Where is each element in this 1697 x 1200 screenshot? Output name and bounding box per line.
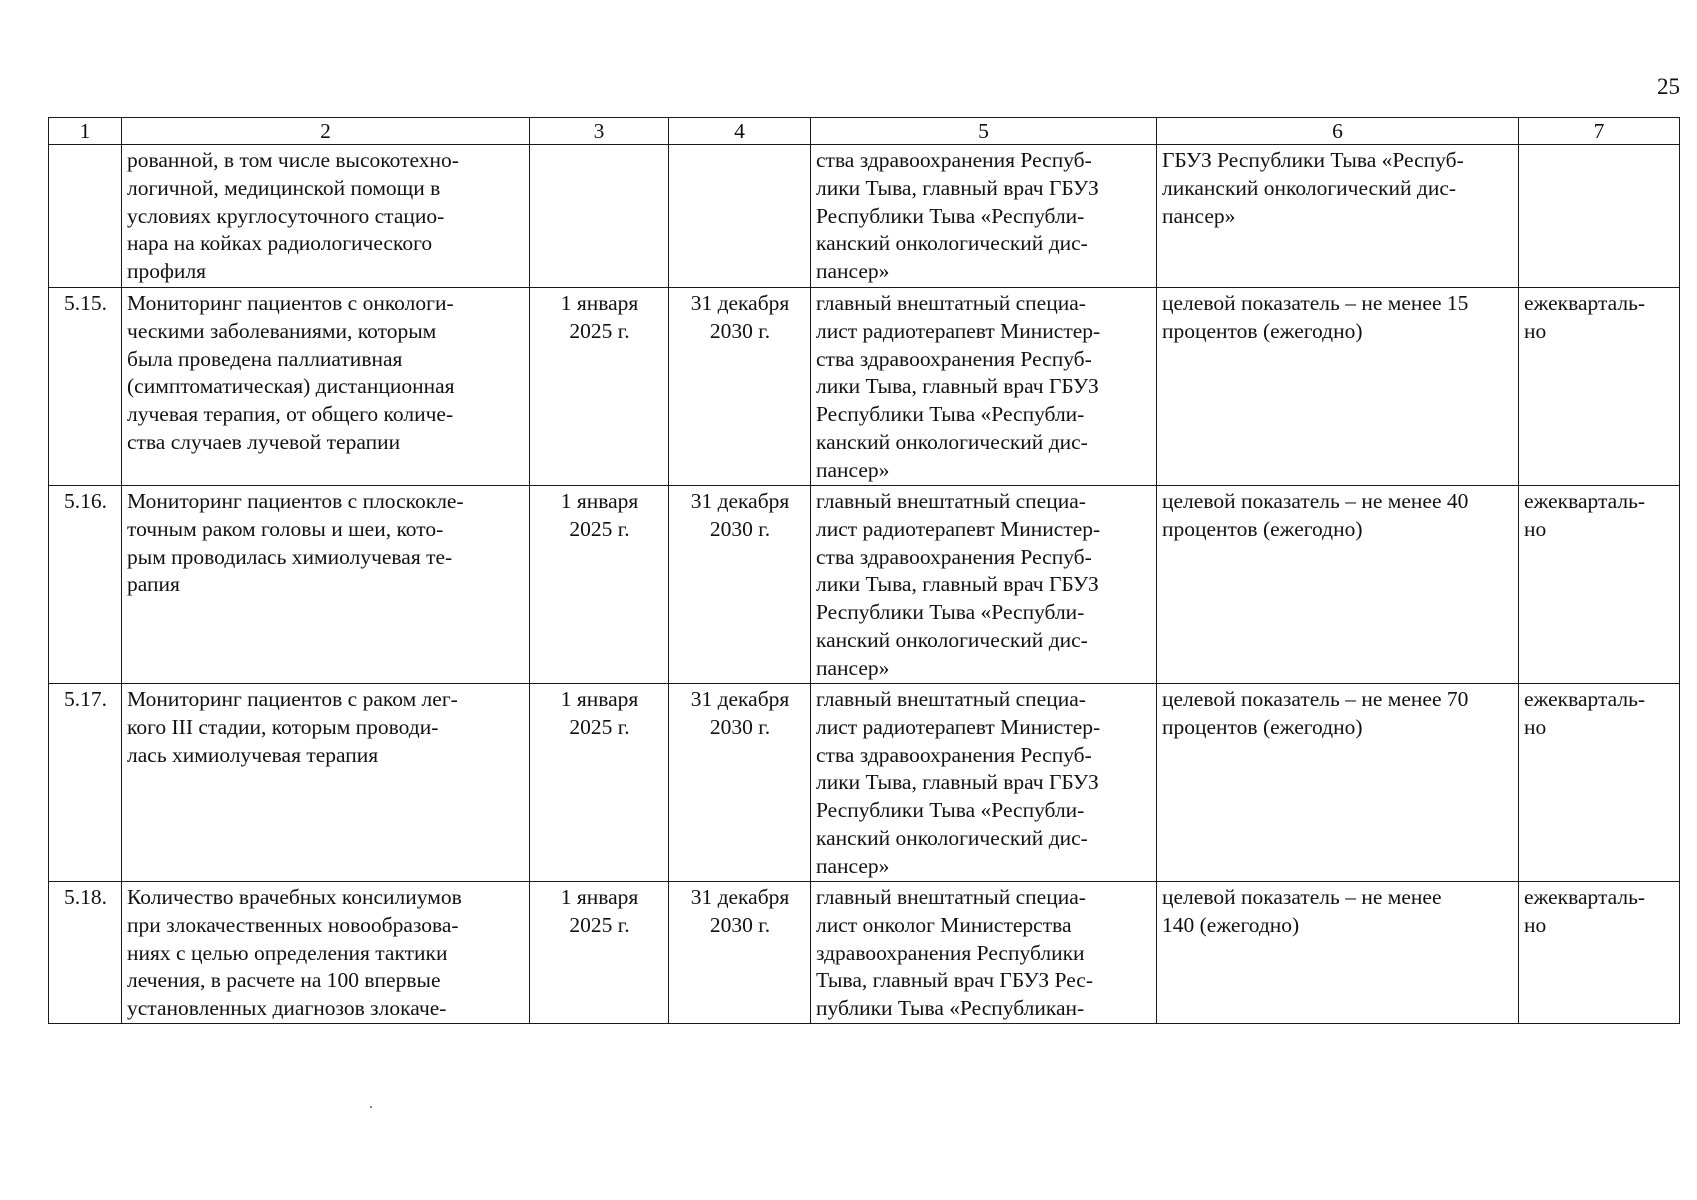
row-end-date: 31 декабря 2030 г. <box>669 288 811 486</box>
table-row <box>49 145 1680 288</box>
row-end-date: 31 декабря 2030 г. <box>669 684 811 882</box>
row-number: 5.17. <box>49 684 122 882</box>
row-responsible: главный внештатный специа- лист онколог Министерства здравоохранения Республики Тыва, главный врач ГБУЗ Рес- публики Тыва «Республикан- <box>811 882 1157 1024</box>
row-result: целевой показатель – не менее 70 процентов (ежегодно) <box>1157 684 1519 882</box>
column-header-3: 3 <box>530 118 669 145</box>
row-start-date: 1 января 2025 г. <box>530 882 669 1024</box>
row-description: Мониторинг пациентов с онкологи- ческими заболеваниями, которым была проведена паллиативная (симптоматическая) дистанционная лучевая терапия, от общего количе- ства случаев лучевой терапии <box>122 288 530 486</box>
column-header-2: 2 <box>122 118 530 145</box>
row-number: 5.18. <box>49 882 122 1024</box>
row-frequency: ежекварталь- но <box>1519 486 1680 684</box>
row-description: Мониторинг пациентов с плоскокле- точным раком головы и шеи, кото- рым проводилась химиолучевая те- рапия <box>122 486 530 684</box>
column-header-1: 1 <box>49 118 122 145</box>
row-result: целевой показатель – не менее 140 (ежегодно) <box>1157 882 1519 1024</box>
row-description: Количество врачебных консилиумов при злокачественных новообразова- ниях с целью определения тактики лечения, в расчете на 100 впервые установленных диагнозов злокаче- <box>122 882 530 1024</box>
row-responsible: ства здравоохранения Респуб- лики Тыва, главный врач ГБУЗ Республики Тыва «Республи- канский онкологический дис- пансер» <box>811 145 1157 288</box>
row-responsible: главный внештатный специа- лист радиотерапевт Министер- ства здравоохранения Респуб- лики Тыва, главный врач ГБУЗ Республики Тыва «Республи- канский онкологический дис- пансер» <box>811 288 1157 486</box>
row-start-date: 1 января 2025 г. <box>530 684 669 882</box>
column-header-row <box>49 118 1680 145</box>
row-end-date <box>669 145 811 288</box>
row-result: целевой показатель – не менее 40 процентов (ежегодно) <box>1157 486 1519 684</box>
row-description: рованной, в том числе высокотехно- логичной, медицинской помощи в условиях круглосуточного стацио- нара на койках радиологического профиля <box>122 145 530 288</box>
row-frequency: ежекварталь- но <box>1519 882 1680 1024</box>
table-row <box>49 486 1680 684</box>
row-frequency: ежекварталь- но <box>1519 684 1680 882</box>
row-end-date: 31 декабря 2030 г. <box>669 486 811 684</box>
table-row <box>49 288 1680 486</box>
column-header-6: 6 <box>1157 118 1519 145</box>
row-number <box>49 145 122 288</box>
table-row <box>49 882 1680 1024</box>
row-responsible: главный внештатный специа- лист радиотерапевт Министер- ства здравоохранения Респуб- лики Тыва, главный врач ГБУЗ Республики Тыва «Республи- канский онкологический дис- пансер» <box>811 486 1157 684</box>
row-number: 5.15. <box>49 288 122 486</box>
column-header-7: 7 <box>1519 118 1680 145</box>
row-responsible: главный внештатный специа- лист радиотерапевт Министер- ства здравоохранения Респуб- лики Тыва, главный врач ГБУЗ Республики Тыва «Республи- канский онкологический дис- пансер» <box>811 684 1157 882</box>
column-header-4: 4 <box>669 118 811 145</box>
row-frequency: ежекварталь- но <box>1519 288 1680 486</box>
column-header-5: 5 <box>811 118 1157 145</box>
row-description: Мониторинг пациентов с раком лег- кого III стадии, которым проводи- лась химиолучевая терапия <box>122 684 530 882</box>
page-number: 25 <box>1657 74 1680 99</box>
row-number: 5.16. <box>49 486 122 684</box>
row-result: ГБУЗ Республики Тыва «Респуб- ликанский онкологический дис- пансер» <box>1157 145 1519 288</box>
row-start-date: 1 января 2025 г. <box>530 288 669 486</box>
row-end-date: 31 декабря 2030 г. <box>669 882 811 1024</box>
row-start-date: 1 января 2025 г. <box>530 486 669 684</box>
row-result: целевой показатель – не менее 15 процентов (ежегодно) <box>1157 288 1519 486</box>
row-start-date <box>530 145 669 288</box>
plan-table <box>48 117 1680 1024</box>
scan-speck <box>370 1106 372 1108</box>
table-row <box>49 684 1680 882</box>
row-frequency <box>1519 145 1680 288</box>
